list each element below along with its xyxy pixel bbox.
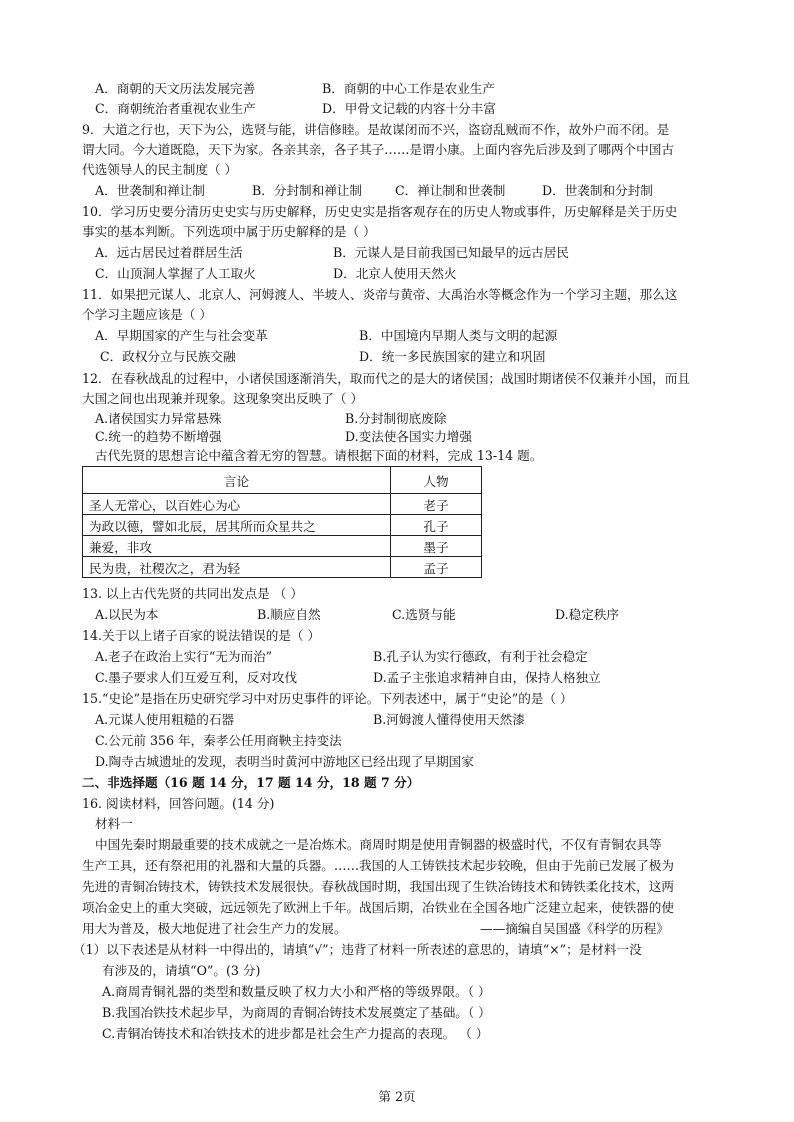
quote-cell: 兼爱，非攻 bbox=[83, 536, 391, 557]
q14-option-a: A.老子在政治上实行“无为而治” bbox=[95, 649, 273, 664]
quote-cell: 为政以德，譬如北辰，居其所而众星共之 bbox=[83, 515, 391, 536]
q13-option-c: C.选贤与能 bbox=[392, 607, 456, 622]
q16-stem: 16. 阅读材料，回答问题。(14 分) bbox=[82, 796, 275, 811]
q12-option-c: C.统一的趋势不断增强 bbox=[95, 429, 222, 444]
q15-option-b: B.河姆渡人懂得使用天然漆 bbox=[373, 712, 525, 727]
q16-statement-b: B.我国冶铁技术起步早，为商周的青铜冶铸技术发展奠定了基础。（ ） bbox=[102, 1005, 491, 1020]
person-cell: 孟子 bbox=[391, 557, 482, 578]
q8-option-a: A．商朝的天文历法发展完善 bbox=[95, 81, 256, 96]
quote-cell: 民为贵，社稷次之，君为轻 bbox=[83, 557, 391, 578]
q12-option-d: D.变法使各国实力增强 bbox=[345, 429, 472, 444]
q8-option-b: B．商朝的中心工作是农业生产 bbox=[322, 81, 495, 96]
q16-material-line-3: 先进的青铜冶铸技术，铸铁技术发展很快。春秋战国时期，我国出现了生铁冶铸技术和铸铁柔化技术，这两 bbox=[82, 879, 674, 894]
q9-option-b: B．分封制和禅让制 bbox=[252, 183, 363, 198]
person-cell: 孔子 bbox=[391, 515, 482, 536]
q10-option-b: B．元谋人是目前我国已知最早的远古居民 bbox=[333, 245, 569, 260]
q13-option-b: B.顺应自然 bbox=[257, 607, 321, 622]
header-quote: 言论 bbox=[83, 467, 391, 494]
q16-statement-c: C.青铜冶铸技术和冶铁技术的进步都是社会生产力提高的表现。 （ ） bbox=[102, 1026, 489, 1041]
q14-option-b: B.孔子认为实行德政，有利于社会稳定 bbox=[373, 649, 588, 664]
q16-material-line-4: 项冶金史上的重大突破，远远领先了欧洲上千年。战国后期，冶铁业在全国各地广泛建立起来，使铁器的使 bbox=[82, 900, 674, 915]
q12-stem-line-1: 12．在春秋战乱的过程中，小诸侯国逐渐消失，取而代之的是大的诸侯国；战国时期诸侯不仅兼并小国，而且 bbox=[82, 371, 690, 386]
q11-option-c: C．政权分立与民族交融 bbox=[100, 349, 236, 364]
q16-material-line-2: 生产工具，还有祭祀用的礼器和大量的兵器。……我国的人工铸铁技术起步较晚，但由于先前已发展了极为 bbox=[82, 858, 674, 873]
q12-stem-line-2: 大国之间也出现兼并现象。这现象突出反映了（ ） bbox=[82, 391, 364, 406]
q12-option-b: B.分封制彻底废除 bbox=[345, 411, 447, 426]
q13-option-d: D.稳定秩序 bbox=[555, 607, 620, 622]
q12-option-a: A.诸侯国实力异常悬殊 bbox=[95, 411, 222, 426]
q9-stem-line-3: 代选领导人的民主制度（ ） bbox=[82, 162, 238, 177]
q14-option-d: D.孟子主张追求精神自由，保持人格独立 bbox=[373, 670, 601, 685]
quote-cell: 圣人无常心，以百姓心为心 bbox=[83, 494, 391, 515]
q16-sub1-line-2: 有涉及的，请填“O”。(3 分) bbox=[102, 963, 261, 978]
q15-option-c: C.公元前 356 年，秦孝公任用商鞅主持变法 bbox=[95, 733, 342, 748]
q10-option-a: A．远古居民过着群居生活 bbox=[95, 245, 243, 260]
q11-option-a: A．早期国家的产生与社会变革 bbox=[95, 328, 268, 343]
q15-stem: 15.“史论”是指在历史研究学习中对历史事件的评论。下列表述中，属于“史论”的是（ ） bbox=[82, 691, 573, 706]
q11-option-d: D．统一多民族国家的建立和巩固 bbox=[359, 349, 546, 364]
q11-stem-line-2: 个学习主题应该是（ ） bbox=[82, 307, 212, 322]
q9-option-d: D．世袭制和分封制 bbox=[542, 183, 653, 198]
table-row bbox=[83, 557, 482, 578]
q15-option-a: A.元谋人使用粗糙的石器 bbox=[95, 712, 235, 727]
q8-option-d: D．甲骨文记载的内容十分丰富 bbox=[322, 101, 496, 116]
q16-source: ——摘编自吴国盛《科学的历程》 bbox=[480, 921, 669, 936]
q16-sub1-line-1: （1）以下表述是从材料一中得出的，请填“√”；违背了材料一所表述的意思的，请填“×”；是材料一没 bbox=[73, 942, 642, 957]
section-2-heading: 二、非选择题（16 题 14 分，17 题 14 分，18 题 7 分） bbox=[82, 775, 420, 790]
q8-option-c: C．商朝统治者重视农业生产 bbox=[95, 101, 256, 116]
q9-stem-line-1: 9．大道之行也，天下为公，选贤与能，讲信修睦。是故谋闭而不兴，盗窃乱贼而不作，故外户而不闭。是 bbox=[82, 122, 670, 137]
table-row bbox=[83, 494, 482, 515]
q16-statement-a: A.商周青铜礼器的类型和数量反映了权力大小和严格的等级界限。（ ） bbox=[102, 984, 491, 999]
q16-material-line-1: 中国先秦时期最重要的技术成就之一是冶炼术。商周时期是使用青铜器的极盛时代，不仅有青铜农具等 bbox=[95, 837, 662, 852]
q10-stem-line-1: 10．学习历史要分清历史史实与历史解释，历史史实是指客观存在的历史人物或事件，历史解释是关于历史 bbox=[82, 204, 678, 219]
q11-option-b: B．中国境内早期人类与文明的起源 bbox=[359, 328, 558, 343]
table-row bbox=[83, 515, 482, 536]
q10-option-c: C．山顶洞人掌握了人工取火 bbox=[95, 266, 256, 281]
header-person: 人物 bbox=[391, 467, 482, 494]
q14-stem: 14.关于以上诸子百家的说法错误的是（ ） bbox=[82, 628, 321, 643]
q9-option-c: C．禅让制和世袭制 bbox=[395, 183, 506, 198]
person-cell: 墨子 bbox=[391, 536, 482, 557]
table-header-row bbox=[83, 467, 482, 494]
q11-stem-line-1: 11．如果把元谋人、北京人、河姆渡人、半坡人、炎帝与黄帝、大禹治水等概念作为一个学习主题，那么这 bbox=[82, 287, 678, 302]
q10-option-d: D．北京人使用天然火 bbox=[333, 266, 457, 281]
page-number: 第 2页 bbox=[378, 1089, 416, 1104]
q9-option-a: A．世袭制和禅让制 bbox=[95, 183, 205, 198]
q13-option-a: A.以民为本 bbox=[95, 607, 159, 622]
table-intro: 古代先贤的思想言论中蕴含着无穷的智慧。请根据下面的材料，完成 13-14 题。 bbox=[95, 448, 543, 463]
q10-stem-line-2: 事实的基本判断。下列选项中属于历史解释的是（ ） bbox=[82, 224, 376, 239]
q14-option-c: C.墨子要求人们互爱互利，反对攻伐 bbox=[95, 670, 298, 685]
quote-table bbox=[82, 466, 482, 578]
q15-option-d: D.陶寺古城遗址的发现，表明当时黄河中游地区已经出现了早期国家 bbox=[95, 754, 474, 769]
q16-material-line-5: 用大为普及，极大地促进了社会生产力的发展。 bbox=[82, 921, 347, 936]
person-cell: 老子 bbox=[391, 494, 482, 515]
q16-material-label: 材料一 bbox=[95, 816, 133, 831]
q13-stem: 13. 以上古代先贤的共同出发点是 （ ） bbox=[82, 586, 303, 601]
q9-stem-line-2: 谓大同。今大道既隐，天下为家。各亲其亲，各子其子……是谓小康。上面内容先后涉及到了哪两个中国古 bbox=[82, 142, 674, 157]
table-row bbox=[83, 536, 482, 557]
